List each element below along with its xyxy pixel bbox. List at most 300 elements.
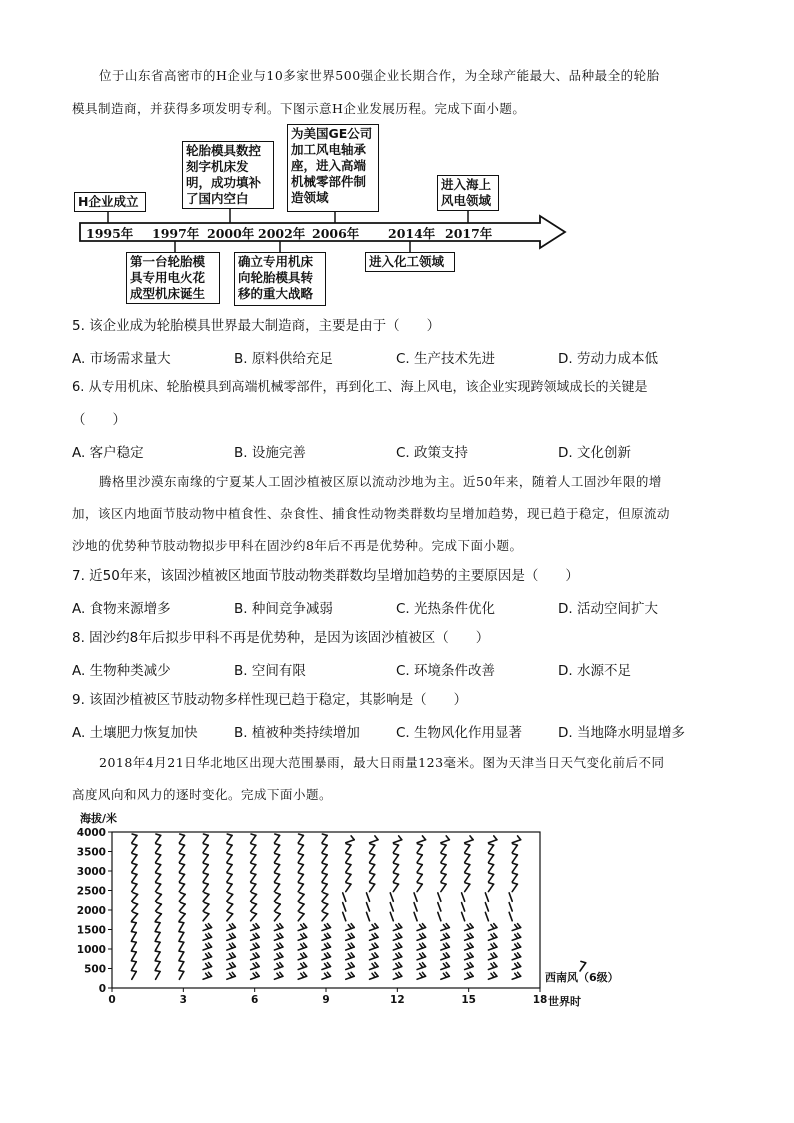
wind-barb-feather <box>422 933 425 937</box>
wind-barb-feather <box>372 973 375 977</box>
wind-barb-feather <box>203 854 208 855</box>
wind-barb <box>179 952 184 960</box>
wind-barb-feather <box>227 883 232 884</box>
option-d[interactable]: D. 文化创新 <box>558 445 631 461</box>
wind-barb-feather <box>489 863 494 864</box>
wind-barb <box>366 912 369 920</box>
wind-barb <box>274 835 279 842</box>
wind-barb <box>132 884 137 891</box>
wind-barb-feather <box>351 933 354 937</box>
wind-barb-feather <box>156 883 161 884</box>
wind-barb-feather <box>327 933 330 937</box>
wind-barb-feather <box>399 836 402 840</box>
wind-barb <box>438 893 441 901</box>
wind-barb-feather <box>304 924 307 928</box>
option-c[interactable]: C. 政策支持 <box>396 445 469 461</box>
wind-barb-feather <box>467 934 470 938</box>
wind-barb <box>512 884 517 891</box>
wind-barb <box>156 874 161 881</box>
wind-barb <box>393 840 401 843</box>
option-b[interactable]: B. 原料供给充足 <box>234 351 333 367</box>
wind-barb-feather <box>155 932 160 933</box>
wind-barb-feather <box>441 854 446 855</box>
wind-barb-feather <box>156 834 161 835</box>
wind-barb <box>179 914 185 921</box>
intro-paragraph-3 <box>72 753 722 805</box>
wind-barb-feather <box>325 934 328 938</box>
wind-barb <box>156 894 162 901</box>
wind-barb-feather <box>322 873 327 874</box>
wind-barb-feather <box>417 844 422 845</box>
wind-barb <box>132 914 138 921</box>
wind-barb <box>156 942 161 950</box>
wind-barb-feather <box>443 944 446 948</box>
year-label: 2000年 <box>207 226 255 241</box>
wind-barb-feather <box>494 924 497 928</box>
wind-barb-feather <box>325 954 328 958</box>
wind-barb-feather <box>275 844 280 845</box>
wind-barb-feather <box>206 964 209 968</box>
wind-barb <box>179 972 184 980</box>
wind-barb-feather <box>276 912 281 914</box>
wind-barb-feather <box>420 925 423 929</box>
wind-barb-feather <box>446 963 449 967</box>
wind-barb <box>274 914 280 921</box>
wind-barb-feather <box>515 944 518 948</box>
wind-barb <box>414 903 417 911</box>
wind-barb-feather <box>256 972 259 976</box>
wind-barb <box>393 884 398 891</box>
wind-barb-feather <box>327 953 330 957</box>
wind-barb-feather <box>494 953 497 957</box>
option-d[interactable]: D. 当地降水明显增多 <box>558 725 685 741</box>
wind-barb <box>227 855 232 862</box>
wind-barb-feather <box>417 863 422 864</box>
wind-barb-feather <box>518 924 521 928</box>
wind-barb-feather <box>301 954 304 958</box>
wind-barb-feather <box>422 943 425 947</box>
wind-barb-feather <box>348 944 351 948</box>
option-d[interactable]: D. 劳动力成本低 <box>558 351 658 367</box>
wind-barb-feather <box>467 973 470 977</box>
wind-barb-feather <box>252 893 257 895</box>
y-tick-label: 4000 <box>76 827 106 839</box>
wind-barb-feather <box>417 854 422 855</box>
wind-barb <box>393 855 398 862</box>
wind-barb <box>227 874 232 881</box>
wind-barb-feather <box>443 954 446 958</box>
wind-barb <box>179 845 184 852</box>
wind-barb-feather <box>417 883 422 884</box>
wind-barb-feather <box>180 873 185 874</box>
wind-barb <box>346 884 351 891</box>
intro3-line2: 高度风向和风力的逐时变化。完成下面小题。 <box>72 787 333 802</box>
wind-barb-feather <box>494 836 497 840</box>
option-c[interactable]: C. 生物风化作用显著 <box>396 725 523 741</box>
wind-barb-feather <box>375 963 378 967</box>
wind-barb-feather <box>351 924 354 928</box>
wind-barb <box>251 845 256 852</box>
wind-barb <box>441 840 449 843</box>
wind-barb-feather <box>232 972 235 976</box>
wind-barb <box>343 893 346 901</box>
wind-barb-feather <box>513 883 518 884</box>
wind-barb-feather <box>348 964 351 968</box>
wind-barb <box>132 835 137 842</box>
wind-barb-feather <box>280 953 283 957</box>
wind-barb <box>441 874 446 881</box>
wind-barb-feather <box>179 941 184 942</box>
wind-barb <box>132 942 137 950</box>
wind-barb <box>156 914 162 921</box>
wind-barb-feather <box>417 873 422 874</box>
x-tick-label: 9 <box>322 994 330 1006</box>
wind-barb-feather <box>375 972 378 976</box>
wind-barb-feather <box>275 854 280 855</box>
wind-barb <box>298 865 303 872</box>
wind-barb-feather <box>422 972 425 976</box>
wind-barb-feather <box>301 973 304 977</box>
wind-barb <box>132 952 137 960</box>
question-5-stem: 5. 该企业成为轮胎模具世界最大制造商，主要是由于（ ） <box>72 318 441 334</box>
wind-barb-feather <box>420 944 423 948</box>
wind-barb-feather <box>131 932 136 933</box>
wind-barb-feather <box>491 934 494 938</box>
wind-barb-feather <box>441 863 446 864</box>
wind-barb-feather <box>251 873 256 874</box>
wind-barb-feather <box>132 834 137 835</box>
wind-barb <box>512 840 520 843</box>
wind-barb <box>488 884 493 891</box>
wind-barb-feather <box>491 954 494 958</box>
wind-barb-feather <box>346 883 351 884</box>
wind-barb-feather <box>232 924 235 928</box>
wind-barb-feather <box>203 834 208 835</box>
wind-barb <box>179 835 184 842</box>
wind-barb-feather <box>394 844 399 845</box>
wind-barb-feather <box>299 912 304 914</box>
wind-barb-feather <box>156 863 161 864</box>
wind-barb <box>132 933 137 941</box>
wind-barb-feather <box>351 972 354 976</box>
wind-barb-feather <box>327 963 330 967</box>
year-label: 2017年 <box>445 226 493 241</box>
wind-barb <box>322 884 327 891</box>
wind-barb-feather <box>441 844 446 845</box>
wind-barb-feather <box>348 934 351 938</box>
x-tick-label: 3 <box>179 994 187 1006</box>
wind-barb <box>438 903 441 911</box>
wind-barb <box>298 894 304 901</box>
wind-barb-feather <box>489 844 494 845</box>
wind-barb-feather <box>179 971 184 972</box>
y-tick-label: 2500 <box>76 885 106 898</box>
wind-barb-feather <box>470 943 473 947</box>
y-tick-label: 1000 <box>76 944 106 956</box>
wind-barb <box>509 903 512 911</box>
wind-barb <box>251 914 257 921</box>
wind-barb <box>509 893 512 901</box>
wind-barb <box>485 912 488 920</box>
option-b[interactable]: B. 设施完善 <box>234 445 306 461</box>
wind-barb-feather <box>515 925 518 929</box>
wind-barb-feather <box>372 925 375 929</box>
wind-barb-feather <box>227 863 232 864</box>
wind-barb-feather <box>581 961 586 962</box>
wind-barb <box>156 923 161 931</box>
wind-barb-feather <box>301 934 304 938</box>
wind-barb-feather <box>179 961 184 962</box>
wind-barb-feather <box>441 873 446 874</box>
wind-barb <box>465 840 473 843</box>
wind-barb-feather <box>323 893 328 895</box>
wind-barb-feather <box>489 854 494 855</box>
wind-barb-feather <box>133 912 138 914</box>
wind-barb <box>179 904 185 911</box>
wind-barb-feather <box>467 925 470 929</box>
wind-barb-feather <box>370 883 375 884</box>
year-label: 2002年 <box>258 226 306 241</box>
wind-barb-feather <box>208 953 211 957</box>
wind-barb-feather <box>208 972 211 976</box>
wind-barb <box>393 865 398 872</box>
wind-barb <box>179 855 184 862</box>
wind-barb-feather <box>518 972 521 976</box>
option-b[interactable]: B. 植被种类持续增加 <box>234 725 360 741</box>
wind-barb-feather <box>325 973 328 977</box>
wind-barb-feather <box>322 834 327 835</box>
wind-barb-feather <box>203 883 208 884</box>
wind-barb-feather <box>346 854 351 855</box>
wind-barb <box>488 874 493 881</box>
wind-barb-feather <box>206 925 209 929</box>
y-tick-label: 1500 <box>76 924 106 937</box>
wind-barb-feather <box>180 902 185 904</box>
x-tick-label: 15 <box>461 994 476 1006</box>
wind-barb-feather <box>208 943 211 947</box>
wind-barb-feather <box>299 902 304 904</box>
timeline-arrow <box>0 0 794 320</box>
wind-barb-feather <box>443 964 446 968</box>
option-a[interactable]: A. 土壤肥力恢复加快 <box>72 725 198 741</box>
wind-barb <box>441 884 446 891</box>
wind-barb-feather <box>491 925 494 929</box>
wind-barb-feather <box>252 912 257 914</box>
wind-barb-feather <box>206 954 209 958</box>
wind-barb-feather <box>327 972 330 976</box>
wind-barb-feather <box>155 922 160 923</box>
wind-barb-feather <box>156 873 161 874</box>
wind-barb-feather <box>232 933 235 937</box>
wind-barb-feather <box>208 933 211 937</box>
wind-barb-feather <box>494 943 497 947</box>
question-6-options <box>72 441 722 461</box>
wind-barb <box>438 912 441 920</box>
wind-barb <box>366 893 369 901</box>
wind-barb-feather <box>180 883 185 884</box>
wind-barb-feather <box>157 902 162 904</box>
wind-barb <box>441 845 446 852</box>
wind-barb <box>156 835 161 842</box>
wind-barb-feather <box>370 873 375 874</box>
wind-barb-feather <box>251 854 256 855</box>
wind-barb-feather <box>348 925 351 929</box>
wind-barb-feather <box>489 883 494 884</box>
wind-barb-feather <box>304 943 307 947</box>
wind-barb <box>441 865 446 872</box>
option-a[interactable]: A. 市场需求量大 <box>72 351 171 367</box>
wind-barb <box>390 893 393 901</box>
wind-barb-feather <box>203 873 208 874</box>
intro2-line2: 加，该区内地面节肢动物中植食性、杂食性、捕食性动物类群数均呈增加趋势，现已趋于稳定，但原流动 <box>72 506 671 521</box>
wind-barb <box>370 865 375 872</box>
wind-barb-feather <box>131 922 136 923</box>
wind-barb-feather <box>256 924 259 928</box>
option-c[interactable]: C. 光热条件优化 <box>396 601 496 617</box>
option-c[interactable]: C. 环境条件改善 <box>396 663 496 679</box>
option-d[interactable]: D. 水源不足 <box>558 663 631 679</box>
intro1-line2: 模具制造商，并获得多项发明专利。下图示意H企业发展历程。完成下面小题。 <box>72 101 526 116</box>
wind-barb <box>465 884 470 891</box>
wind-barb <box>414 893 417 901</box>
wind-barb <box>370 855 375 862</box>
timeline-event: 确立专用机床向轮胎模具转移的重大战略 <box>234 252 326 306</box>
wind-barb <box>417 845 422 852</box>
option-a[interactable]: A. 食物来源增多 <box>72 601 171 617</box>
wind-barb <box>366 903 369 911</box>
timeline-event: H企业成立 <box>74 192 146 212</box>
wind-barb-feather <box>299 873 304 874</box>
wind-barb-feather <box>446 933 449 937</box>
wind-barb <box>370 845 375 852</box>
wind-barb-feather <box>470 924 473 928</box>
wind-barb <box>512 874 517 881</box>
wind-barb-feather <box>227 834 232 835</box>
wind-barb-feather <box>467 954 470 958</box>
wind-barb <box>512 855 517 862</box>
wind-barb <box>203 884 208 891</box>
wind-barb-feather <box>396 954 399 958</box>
wind-barb <box>132 962 137 970</box>
wind-barb <box>417 874 422 881</box>
option-b[interactable]: B. 种间竞争减弱 <box>234 601 333 617</box>
wind-barb-feather <box>280 943 283 947</box>
wind-barb-feather <box>156 854 161 855</box>
wind-barb-feather <box>155 941 160 942</box>
wind-barb-feather <box>206 973 209 977</box>
intro1-line1: 位于山东省高密市的H企业与10多家世界500强企业长期合作，为全球产能最大、品种最全的轮胎 <box>99 68 660 83</box>
option-d[interactable]: D. 活动空间扩大 <box>558 601 658 617</box>
wind-barb-feather <box>518 933 521 937</box>
wind-barb-feather <box>253 954 256 958</box>
wind-barb-feather <box>375 953 378 957</box>
wind-barb-feather <box>251 883 256 884</box>
wind-barb-feather <box>518 963 521 967</box>
wind-barb <box>156 904 162 911</box>
wind-barb <box>417 855 422 862</box>
wind-barb-feather <box>275 873 280 874</box>
x-tick-label: 0 <box>108 994 116 1006</box>
wind-barb-feather <box>446 924 449 928</box>
option-a[interactable]: A. 生物种类减少 <box>72 663 171 679</box>
wind-barb-feather <box>227 854 232 855</box>
wind-barb-feather <box>180 854 185 855</box>
wind-barb-feather <box>132 883 137 884</box>
wind-barb-feather <box>394 854 399 855</box>
wind-barb <box>393 874 398 881</box>
wind-barb <box>322 865 327 872</box>
option-c[interactable]: C. 生产技术先进 <box>396 351 496 367</box>
wind-barb-feather <box>280 963 283 967</box>
wind-barb <box>322 855 327 862</box>
wind-barb-feather <box>351 963 354 967</box>
wind-barb <box>203 874 208 881</box>
wind-barb-feather <box>394 873 399 874</box>
wind-barb-feather <box>441 883 446 884</box>
y-tick-label: 500 <box>84 963 106 976</box>
wind-barb <box>227 845 232 852</box>
wind-barb-feather <box>465 873 470 874</box>
wind-barb <box>390 903 393 911</box>
option-a[interactable]: A. 客户稳定 <box>72 445 144 461</box>
wind-barb-feather <box>399 924 402 928</box>
wind-barb <box>132 972 137 980</box>
wind-barb-feather <box>325 925 328 929</box>
legend-wind-barb-icon <box>580 963 586 971</box>
wind-barb-feather <box>327 924 330 928</box>
x-tick-label: 6 <box>251 994 259 1006</box>
question-9-stem: 9. 该固沙植被区节肢动物多样性现已趋于稳定，其影响是（ ） <box>72 692 468 708</box>
wind-barb <box>346 845 351 852</box>
wind-barb <box>203 865 208 872</box>
wind-barb-feather <box>494 963 497 967</box>
wind-barb <box>485 893 488 901</box>
wind-barb-feather <box>323 912 328 914</box>
wind-barb-feather <box>375 943 378 947</box>
wind-barb <box>417 865 422 872</box>
wind-barb-feather <box>470 933 473 937</box>
wind-barb <box>322 894 328 901</box>
wind-barb <box>251 855 256 862</box>
wind-barb-feather <box>396 944 399 948</box>
wind-barb-feather <box>228 893 233 895</box>
wind-barb <box>251 874 256 881</box>
wind-barb-feather <box>180 893 185 895</box>
wind-barb-feather <box>253 973 256 977</box>
wind-barb <box>417 840 425 843</box>
intro-paragraph-2 <box>72 472 722 556</box>
wind-barb <box>488 865 493 872</box>
wind-barb-feather <box>299 844 304 845</box>
wind-barb-feather <box>208 963 211 967</box>
wind-barb <box>462 912 465 920</box>
wind-barb-feather <box>518 836 521 840</box>
wind-barb-feather <box>299 883 304 884</box>
wind-barb-feather <box>179 932 184 933</box>
option-b[interactable]: B. 空间有限 <box>234 663 306 679</box>
wind-barb <box>322 835 327 842</box>
wind-barb <box>156 884 161 891</box>
wind-barb-feather <box>253 934 256 938</box>
year-label: 1995年 <box>86 226 134 241</box>
wind-barb <box>417 884 422 891</box>
wind-barb-feather <box>399 953 402 957</box>
wind-barb <box>343 903 346 911</box>
wind-barb-feather <box>252 902 257 904</box>
wind-barb <box>298 914 304 921</box>
wind-barb <box>251 865 256 872</box>
wind-barb <box>203 845 208 852</box>
